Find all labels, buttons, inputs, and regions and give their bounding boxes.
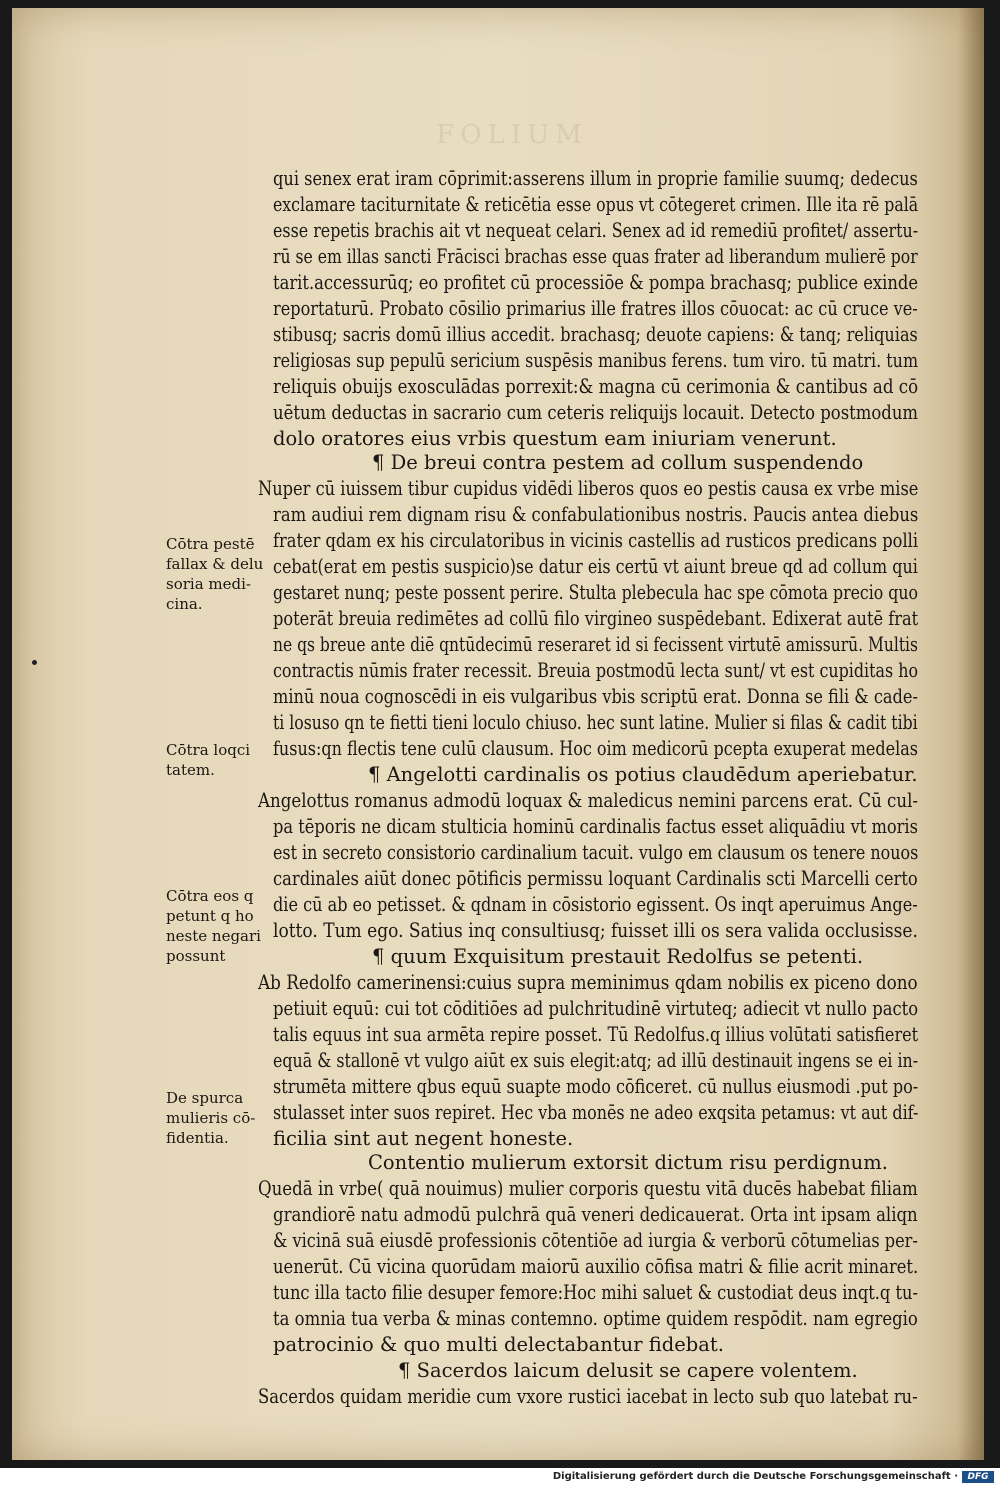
text-line: pa tēporis ne dicam stulticia hominū cardinalis factus esset aliquādiu vt moris [273, 815, 918, 838]
text-line: cebat(erat em pestis suspicio)se datur eis certū vt aiunt breue qd ad collum qui [273, 555, 918, 578]
text-line: ram audiui rem dignam risu & confabulationibus nostris. Paucis antea diebus [273, 503, 919, 526]
section-heading: ¶ Angelotti cardinalis os potius claudēdum aperiebatur. [368, 763, 918, 786]
text-line: petiuit equū: cui tot cōditiōes ad pulchritudinē virtuteq; adiecit vt nullo pacto [273, 997, 919, 1020]
dfg-logo-icon: DFG [962, 1471, 994, 1483]
footer-bar [0, 1468, 1000, 1486]
margin-note-line: fidentia. [166, 1129, 229, 1147]
text-line: lotto. Tum ego. Satius inq consultiusq; fuisset illi os sera valida occlusisse. [273, 919, 918, 942]
text-line: die cū ab eo petisset. & qdnam in cōsistorio egissent. Os inqt aperuimus Ange- [273, 893, 918, 916]
text-line: contractis nūmis frater recessit. Breuia postmodū lecta sunt/ vt est cupiditas ho [273, 659, 919, 682]
text-line: tarit.accessurūq; eo profitet cū processiōe & pompa brachasq; publice exinde [273, 271, 919, 294]
margin-note-line: fallax & delu [166, 555, 264, 573]
footer-credit: Digitalisierung gefördert durch die Deutsche Forschungsgemeinschaft · [552, 1471, 958, 1482]
section-heading: Contentio mulierum extorsit dictum risu perdignum. [368, 1151, 888, 1174]
text-line: exclamare taciturnitate & reticētia esse opus vt cōtegeret crimen. Ille ita rē palā [273, 193, 919, 216]
margin-note-line: tatem. [166, 761, 215, 779]
text-line: Ab Redolfo camerinensi:cuius supra meminimus qdam nobilis ex piceno dono [258, 971, 918, 994]
text-line: frater qdam ex his circulatoribus in vicinis castellis ad rusticos predicans polli [273, 529, 919, 552]
text-line: religiosas sup pepulū sericium suspēsis manibus ferens. tum viro. tū matri. tum [273, 349, 919, 372]
text-line: Sacerdos quidam meridie cum vxore rustici iacebat in lecto sub quo latebat ru- [258, 1385, 918, 1408]
text-line: fusus:qn flectis tene culū clausum. Hoc oim medicorū pcepta exuperat medelas [273, 737, 918, 760]
text-line: talis equus int sua armēta repire posset. Tū Redolfus.q illius volūtati satisfieret [273, 1023, 919, 1046]
margin-bullet-icon [32, 660, 37, 665]
margin-note-line: soria medi- [166, 575, 251, 593]
text-line: stulasset inter suos repiret. Hec vba monēs ne adeo exqsita petamus: vt aut dif- [273, 1101, 919, 1124]
text-line: est in secreto consistorio cardinalium tacuit. vulgo em clausum os tenere nouos [273, 841, 919, 864]
text-line: ta omnia tua verba & minas contemno. optime quidem respōdit. nam egregio [273, 1307, 918, 1330]
text-line: strumēta mittere qbus equū suapte modo cōficeret. cū nullus eiusmodi .put po- [273, 1075, 919, 1098]
text-line: equā & stallonē vt vulgo aiūt ex suis elegit:atq; ad illū destinauit ingens se ei in- [273, 1049, 919, 1072]
margin-note-line: Cōtra pestē [166, 535, 255, 553]
text-line: Nuper cū iuissem tibur cupidus vidēdi liberos quos eo pestis causa ex vrbe mise [258, 477, 919, 500]
margin-note-line: possunt [166, 947, 226, 965]
margin-note-line: cina. [166, 595, 203, 613]
text-line: ficilia sint aut negent honeste. [273, 1127, 574, 1150]
text-line: patrocinio & quo multi delectabantur fidebat. [273, 1333, 724, 1356]
text-line: uētum deductas in sacrario cum ceteris reliquijs locauit. Detecto postmodum [273, 401, 919, 424]
text-line: gestaret nunq; peste possent perire. Stulta plebecula hac spe cōmota precio quo [273, 581, 918, 604]
text-line: stibusq; sacris domū illius accedit. brachasq; deuote capiens: & tanq; reliquias [273, 323, 918, 346]
text-line: ne qs breue ante diē qntūdecimū reseraret id si fecissent virtutē amissurū. Multis [273, 633, 918, 656]
text-line: rū se em illas sancti Frācisci brachas esse quas frater ad liberandum mulierē por [273, 245, 918, 268]
text-line: esse repetis brachis ait vt nequeat celari. Senex ad id remediū profitet/ assertu- [273, 219, 919, 242]
text-line: ti losuso qn te fietti tieni loculo chiuso. hec sunt latine. Mulier si filas & cadit tibi [273, 711, 918, 734]
text-line: Angelottus romanus admodū loquax & maledicus nemini parcens erat. Cū cul- [258, 789, 919, 812]
text-line: minū noua cognoscēdi in eis vulgaribus vbis scriptū erat. Donna se fili & cade- [273, 685, 918, 708]
text-line: poterāt breuia redimētes ad collū filo virgineo suspēdebant. Edixerat autē frat [273, 607, 919, 630]
margin-note-line: Cōtra loqci [166, 741, 251, 759]
text-line: reliquis obuijs exosculādas porrexit:& magna cū cerimonia & cantibus ad cō [273, 375, 919, 398]
margin-note-line: petunt q ho [166, 907, 254, 925]
margin-note-line: De spurca [166, 1089, 244, 1107]
text-line: uenerūt. Cū vicina quorūdam maiorū auxilio cōfisa matri & filie acrit minaret. [273, 1255, 919, 1278]
text-line: Quedā in vrbe( quā nouimus) mulier corporis questu vitā ducēs habebat filiam [258, 1177, 918, 1200]
section-heading: ¶ Sacerdos laicum delusit se capere volentem. [398, 1359, 858, 1382]
section-heading: ¶ quum Exquisitum prestauit Redolfus se petenti. [372, 945, 864, 968]
margin-note-line: mulieris cō- [166, 1109, 256, 1127]
text-line: cardinales aiūt donec pōtificis permissu loquant Cardinalis scti Marcelli certo [273, 867, 918, 890]
margin-note-line: neste negari [166, 927, 261, 945]
text-line: tunc illa tacto filie desuper femore:Hoc mihi saluet & custodiat deus inqt.q tu- [273, 1281, 918, 1304]
page-sheet [12, 8, 984, 1460]
margin-note-line: Cōtra eos q [166, 887, 254, 905]
ghost-header-text: FOLIUM [436, 120, 588, 150]
text-line: qui senex erat iram cōprimit:asserens illum in proprie familie suumq; dedecus [273, 167, 918, 190]
text-line: & vicinā suā eiusdē professionis cōtentiōe ad iurgia & verborū cōtumelias per- [273, 1229, 918, 1252]
section-heading: ¶ De breui contra pestem ad collum suspendendo [372, 451, 864, 474]
text-line: grandiorē natu admodū pulchrā quā veneri dedicauerat. Orta int ipsam aliqn [273, 1203, 918, 1226]
text-line: reportaturū. Probato cōsilio primarius ille fratres illos cōuocat: ac cū cruce ve- [273, 297, 918, 320]
text-line: dolo oratores eius vrbis questum eam iniuriam venerunt. [273, 427, 837, 450]
